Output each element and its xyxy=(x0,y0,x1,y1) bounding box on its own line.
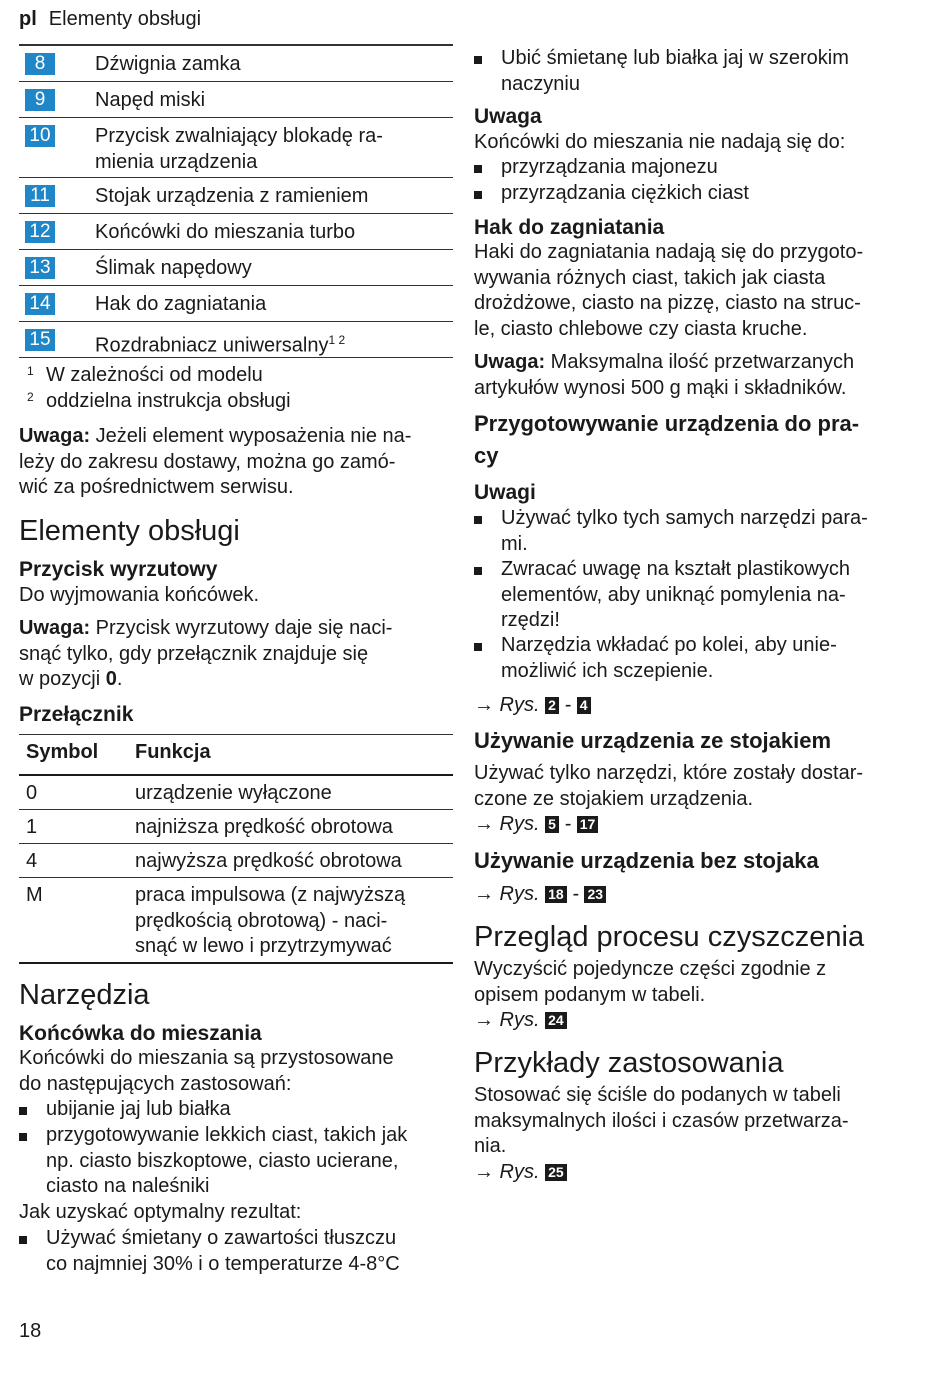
bullet-square-icon xyxy=(474,567,482,575)
footnote-markers: 1 2 xyxy=(328,333,346,347)
table-row-rule xyxy=(19,877,453,878)
section-heading-controls: Elementy obsługi xyxy=(19,515,240,547)
footnote-text: W zależności od modelu xyxy=(46,364,263,386)
text-line: maksymalnych ilości i czasów przetwarza- xyxy=(474,1109,849,1132)
footnote-text: oddzielna instrukcja obsługi xyxy=(46,390,291,412)
section-heading-tools: Narzędzia xyxy=(19,979,150,1011)
language-code: pl xyxy=(19,8,37,30)
subheading-switch: Przełącznik xyxy=(19,703,134,726)
parts-row xyxy=(19,117,453,178)
table-cell-function: najniższa prędkość obrotowa xyxy=(135,816,393,838)
figure-badge: 18 xyxy=(545,886,567,903)
figure-badge: 23 xyxy=(584,886,606,903)
parts-table-bottom-rule xyxy=(19,357,453,358)
text-line: nia. xyxy=(474,1135,507,1157)
bullet-line: ciasto na naleśniki xyxy=(46,1175,210,1197)
bullet-line: Używać tylko tych samych narzędzi para- xyxy=(501,507,868,529)
text-line: Używać tylko narzędzi, które zostały dostar- xyxy=(474,762,864,784)
table-cell-symbol: 0 xyxy=(26,782,38,804)
text-line: wywania różnych ciast, takich jak ciasta xyxy=(474,266,826,289)
footnote-number: 2 xyxy=(27,390,34,404)
table-bottom-rule xyxy=(19,962,453,964)
figure-reference xyxy=(474,1159,567,1185)
text-line: drożdżowe, ciasto na pizzę, ciasto na struc- xyxy=(474,292,861,314)
part-label: Dźwignia zamka xyxy=(95,53,241,75)
table-cell-function: urządzenie wyłączone xyxy=(135,782,332,804)
subheading-with-stand: Używanie urządzenia ze stojakiem xyxy=(474,728,832,753)
table-header-rule xyxy=(19,774,453,776)
bullet-line: naczyniu xyxy=(501,72,580,95)
ref-dash: - xyxy=(566,883,585,905)
part-label-line2: mienia urządzenia xyxy=(95,151,258,173)
note-max-quantity xyxy=(474,350,854,401)
bullet-square-icon xyxy=(474,191,482,199)
mixing-description xyxy=(19,1046,394,1097)
figure-badge: 25 xyxy=(545,1164,567,1181)
subheading-without-stand: Używanie urządzenia bez stojaka xyxy=(474,848,819,873)
bullet-text xyxy=(501,633,837,684)
subheading-preparation xyxy=(474,408,859,472)
bullet-square-icon xyxy=(474,165,482,173)
table-cell-function: najwyższa prędkość obrotowa xyxy=(135,850,402,872)
section-heading-cleaning: Przegląd procesu czyszczenia xyxy=(474,921,865,953)
note-text: w pozycji xyxy=(19,668,106,690)
figure-reference xyxy=(474,1007,567,1033)
text-line: do następujących zastosowań: xyxy=(19,1072,292,1095)
subheading-dough-hook: Hak do zagniatania xyxy=(474,216,665,239)
parts-row xyxy=(19,81,453,118)
heading-line: Przygotowywanie urządzenia do pra- xyxy=(474,411,860,436)
bullet-text: przyrządzania majonezu xyxy=(501,156,718,178)
bullet-line: Używać śmietany o zawartości tłuszczu xyxy=(46,1227,397,1249)
part-label: Końcówki do mieszania turbo xyxy=(95,221,356,243)
part-label: Hak do zagniatania xyxy=(95,293,267,315)
part-number-badge: 13 xyxy=(25,257,55,279)
text-line: Haki do zagniatania nadają się do przygoto- xyxy=(474,241,864,263)
bullet-text: przyrządzania ciężkich ciast xyxy=(501,182,749,204)
switch-position: 0 xyxy=(105,668,117,690)
subheading-notes: Uwagi xyxy=(474,481,536,504)
note-label: Uwaga: xyxy=(19,425,91,447)
note-accessory-availability xyxy=(19,424,459,501)
bullet-text xyxy=(501,506,868,557)
note-line: Przycisk wyrzutowy daje się naci- xyxy=(90,617,393,639)
text-line: le, ciasto chlebowe czy ciasta kruche. xyxy=(474,317,808,340)
table-top-rule xyxy=(19,734,453,735)
bullet-text xyxy=(501,46,849,97)
table-cell-symbol: 4 xyxy=(26,850,38,872)
ref-dash: - xyxy=(558,694,577,716)
dough-hook-description xyxy=(474,240,863,342)
part-label-line1: Przycisk zwalniający blokadę ra- xyxy=(95,125,383,147)
table-row-rule xyxy=(19,843,453,844)
heading-line: cy xyxy=(474,443,499,468)
table-cell-symbol: 1 xyxy=(26,816,38,838)
part-number-badge: 14 xyxy=(25,293,55,315)
function-line: snąć w lewo i przytrzymywać xyxy=(135,935,392,957)
bullet-square-icon xyxy=(474,516,482,524)
parts-row xyxy=(19,213,453,250)
part-label-text: Rozdrabniacz uniwersalny xyxy=(95,334,329,357)
note-line xyxy=(19,667,459,693)
with-stand-description xyxy=(474,761,863,812)
bullet-line: Narzędzia wkładać po kolei, aby unie- xyxy=(501,634,837,656)
part-number-badge: 12 xyxy=(25,221,55,243)
note-label: Uwaga: xyxy=(474,351,546,373)
part-label xyxy=(95,327,345,359)
text-line: czone ze stojakiem urządzenia. xyxy=(474,787,754,810)
ref-prefix: → Rys. xyxy=(474,883,546,905)
function-line: praca impulsowa (z najwyższą xyxy=(135,884,406,906)
note-line: snąć tylko, gdy przełącznik znajduje się xyxy=(19,642,369,665)
ref-prefix: → Rys. xyxy=(474,813,546,835)
note-line: leży do zakresu dostawy, można go zamó- xyxy=(19,450,396,473)
figure-badge: 17 xyxy=(577,816,599,833)
ref-dash: - xyxy=(558,813,577,835)
subheading-eject-button: Przycisk wyrzutowy xyxy=(19,558,218,581)
bullet-square-icon xyxy=(19,1107,27,1115)
bullet-line: Zwracać uwagę na kształt plastikowych xyxy=(501,558,851,580)
bullet-text xyxy=(46,1123,407,1200)
figure-badge: 2 xyxy=(545,697,559,714)
bullet-line: co najmniej 30% i o temperaturze 4-8°C xyxy=(46,1252,400,1275)
figure-reference xyxy=(474,881,606,907)
bullet-square-icon xyxy=(474,643,482,651)
bullet-line: Ubić śmietanę lub białka jaj w szerokim xyxy=(501,47,849,69)
note-line: wić za pośrednictwem serwisu. xyxy=(19,476,294,498)
text-line: Stosować się ściśle do podanych w tabeli xyxy=(474,1084,841,1106)
bullet-line: przygotowywanie lekkich ciast, takich jak xyxy=(46,1124,408,1146)
note-line: Jeżeli element wyposażenia nie na- xyxy=(90,425,412,447)
note-eject-button xyxy=(19,616,459,693)
part-number-badge: 9 xyxy=(25,89,55,111)
ref-prefix: → Rys. xyxy=(474,1161,546,1183)
examples-description xyxy=(474,1083,849,1160)
table-cell-function xyxy=(135,883,405,960)
figure-reference xyxy=(474,692,591,718)
table-header-function: Funkcja xyxy=(135,741,211,763)
subheading-note: Uwaga xyxy=(474,105,542,128)
note-text: . xyxy=(116,668,123,690)
page-number: 18 xyxy=(19,1320,42,1342)
figure-reference xyxy=(474,811,598,837)
part-label: Napęd miski xyxy=(95,89,206,111)
bullet-line: mi. xyxy=(501,532,528,555)
part-number-badge: 8 xyxy=(25,53,55,75)
note-line: artykułów wynosi 500 g mąki i składników. xyxy=(474,376,847,399)
part-number-badge: 11 xyxy=(25,185,55,207)
footnote-number: 1 xyxy=(27,364,34,378)
figure-badge: 4 xyxy=(577,697,591,714)
table-header-symbol: Symbol xyxy=(26,741,99,763)
subheading-mixing-tool: Końcówka do mieszania xyxy=(19,1022,262,1045)
table-row-rule xyxy=(19,809,453,810)
bullet-square-icon xyxy=(19,1133,27,1141)
bullet-line: elementów, aby uniknąć pomylenia na- xyxy=(501,583,846,606)
page-header xyxy=(19,8,201,31)
section-heading-examples: Przykłady zastosowania xyxy=(474,1047,784,1079)
bullet-text xyxy=(501,557,850,634)
table-cell-symbol: M xyxy=(26,884,43,906)
bullet-line: np. ciasto biszkoptowe, ciasto ucierane, xyxy=(46,1149,399,1172)
parts-row xyxy=(19,177,453,214)
bullet-line: możliwić ich sczepienie. xyxy=(501,659,714,682)
ref-prefix: → Rys. xyxy=(474,1009,546,1031)
optimal-result-text: Jak uzyskać optymalny rezultat: xyxy=(19,1201,302,1223)
text-line: Końcówki do mieszania są przystosowane xyxy=(19,1047,394,1069)
parts-row xyxy=(19,321,453,358)
bullet-square-icon xyxy=(474,56,482,64)
cleaning-description xyxy=(474,957,826,1008)
not-suitable-text: Końcówki do mieszania nie nadają się do: xyxy=(474,131,846,153)
bullet-text xyxy=(46,1226,400,1277)
figure-badge: 5 xyxy=(545,816,559,833)
parts-row xyxy=(19,45,453,82)
function-line: prędkością obrotową) - naci- xyxy=(135,909,388,932)
eject-description: Do wyjmowania końcówek. xyxy=(19,584,260,606)
section-title: Elementy obsługi xyxy=(48,8,202,30)
part-label: Stojak urządzenia z ramieniem xyxy=(95,185,369,207)
bullet-square-icon xyxy=(19,1236,27,1244)
ref-prefix: → Rys. xyxy=(474,694,546,716)
note-line: Maksymalna ilość przetwarzanych xyxy=(545,351,855,373)
bullet-text: ubijanie jaj lub białka xyxy=(46,1098,231,1120)
part-number-badge: 10 xyxy=(25,125,55,147)
parts-row xyxy=(19,249,453,286)
bullet-line: rzędzi! xyxy=(501,609,560,631)
text-line: opisem podanym w tabeli. xyxy=(474,983,706,1006)
part-label: Ślimak napędowy xyxy=(95,257,252,279)
figure-badge: 24 xyxy=(545,1012,567,1029)
part-number-badge: 15 xyxy=(25,329,55,351)
parts-row xyxy=(19,285,453,322)
text-line: Wyczyścić pojedyncze części zgodnie z xyxy=(474,958,827,980)
note-label: Uwaga: xyxy=(19,617,91,639)
